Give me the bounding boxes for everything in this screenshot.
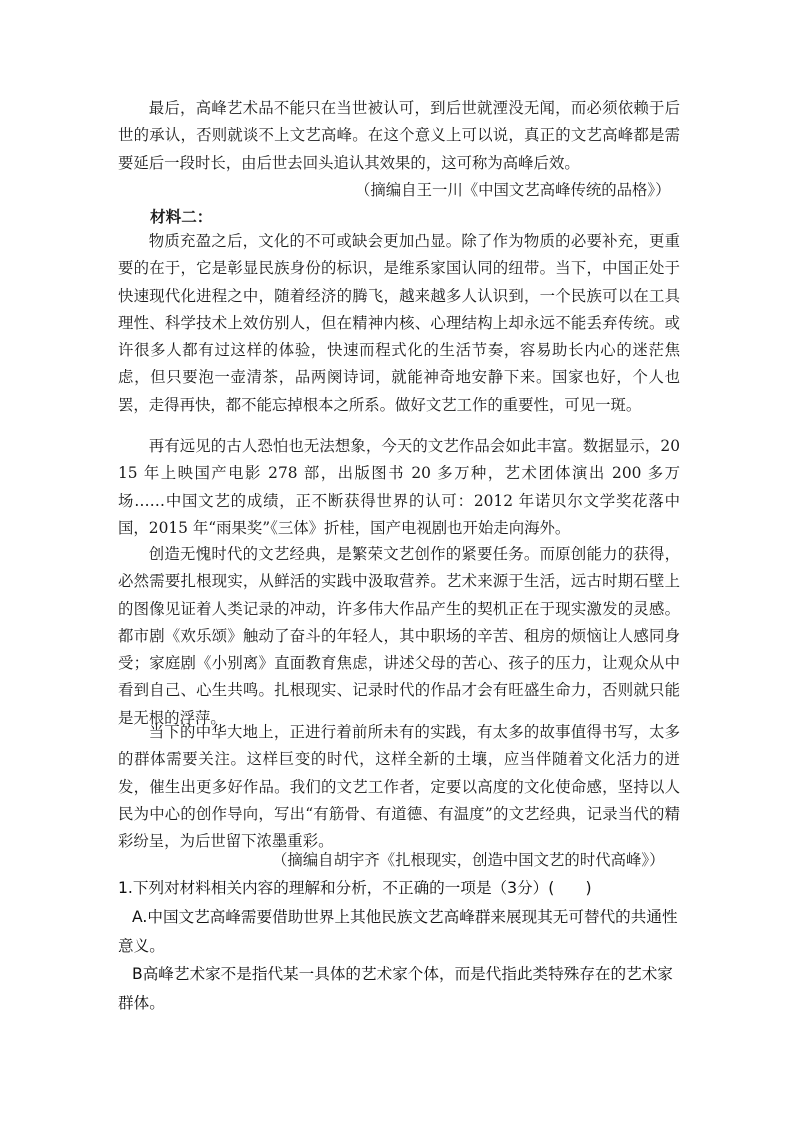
material2-paragraph-1: 物质充盈之后，文化的不可或缺会更加凸显。除了作为物质的必要补充，更重要的在于，它是彰显民族身份的标识，是维系家国认同的纽带。当下，中国正处于快速现代化进程之中，随着经济的腾飞，越来越多人认识到，一个民族可以在工具理性、科学技术上效仿别人，但在精神内核、心理结构上却永远不能丢弃传统。或许很多人都有过这样的体验，快速而程式化的生活节奏，容易助长内心的迷茫焦虑，但只要泡一壶清茶，品两阕诗词，就能神奇地安静下来。国家也好，个人也罢，走得再快，都不能忘掉根本之所系。做好文艺工作的重要性，可见一斑。 [118, 232, 680, 414]
question-1-stem: 1.下列对材料相关内容的理解和分析，不正确的一项是（3分）( ) [118, 879, 592, 897]
material2-paragraph-3: 创造无愧时代的文艺经典，是繁荣文艺创作的紧要任务。而原创能力的获得，必然需要扎根现实，从鲜活的实践中汲取营养。艺术来源于生活，远古时期石壁上的图像见证着人类记录的冲动，许多伟大作品产生的契机正在于现实激发的灵感。都市剧《欢乐颂》触动了奋斗的年轻人，其中职场的辛苦、租房的烦恼让人感同身受；家庭剧《小别离》直面教育焦虑，讲述父母的苦心、孩子的压力，让观众从中看到自己、心生共鸣。扎根现实、记录时代的作品才会有旺盛生命力，否则就只能是无根的浮萍。 [118, 545, 680, 727]
question-1-option-b: B高峰艺术家不是指代某一具体的艺术家个体，而是代指此类特殊存在的艺术家群体。 [118, 965, 673, 1012]
material2-heading: 材料二： [150, 208, 213, 226]
material2-paragraph-4: 当下的中华大地上，正进行着前所未有的实践，有太多的故事值得书写，太多的群体需要关注。这样巨变的时代，这样全新的土壤，应当伴随着文化活力的迸发，催生出更多好作品。我们的文艺工作者，定要以高度的文化使命感，坚持以人民为中心的创作导向，写出“有筋骨、有道德、有温度”的文艺经典，记录当代的精彩纷呈，为后世留下浓墨重彩。 [118, 723, 680, 851]
material1-closing-paragraph: 最后，高峰艺术品不能只在当世被认可，到后世就湮没无闻，而必须依赖于后世的承认，否则就谈不上文艺高峰。在这个意义上可以说，真正的文艺高峰都是需要延后一段时长，由后世去回头追认其效果的，这可称为高峰后效。 [118, 99, 680, 172]
material2-source-citation: （摘编自胡宇齐《扎根现实，创造中国文艺的时代高峰》） [272, 851, 665, 869]
material2-paragraph-2: 再有远见的古人恐怕也无法想象，今天的文艺作品会如此丰富。数据显示，2015 年上映国产电影 278 部，出版图书 20 多万种，艺术团体演出 200 多万场……中国文艺的成绩，正不断获得世界的认可：2012 年诺贝尔文学奖花落中国，2015 年“雨果奖”《三体》折桂，国产电视剧也开始走向海外。 [118, 437, 680, 537]
question-1-option-a: A.中国文艺高峰需要借助世界上其他民族文艺高峰群来展现其无可替代的共通性意义。 [118, 908, 678, 955]
material1-source-citation: （摘编自王一川《中国文艺高峰传统的品格》） [355, 181, 671, 199]
